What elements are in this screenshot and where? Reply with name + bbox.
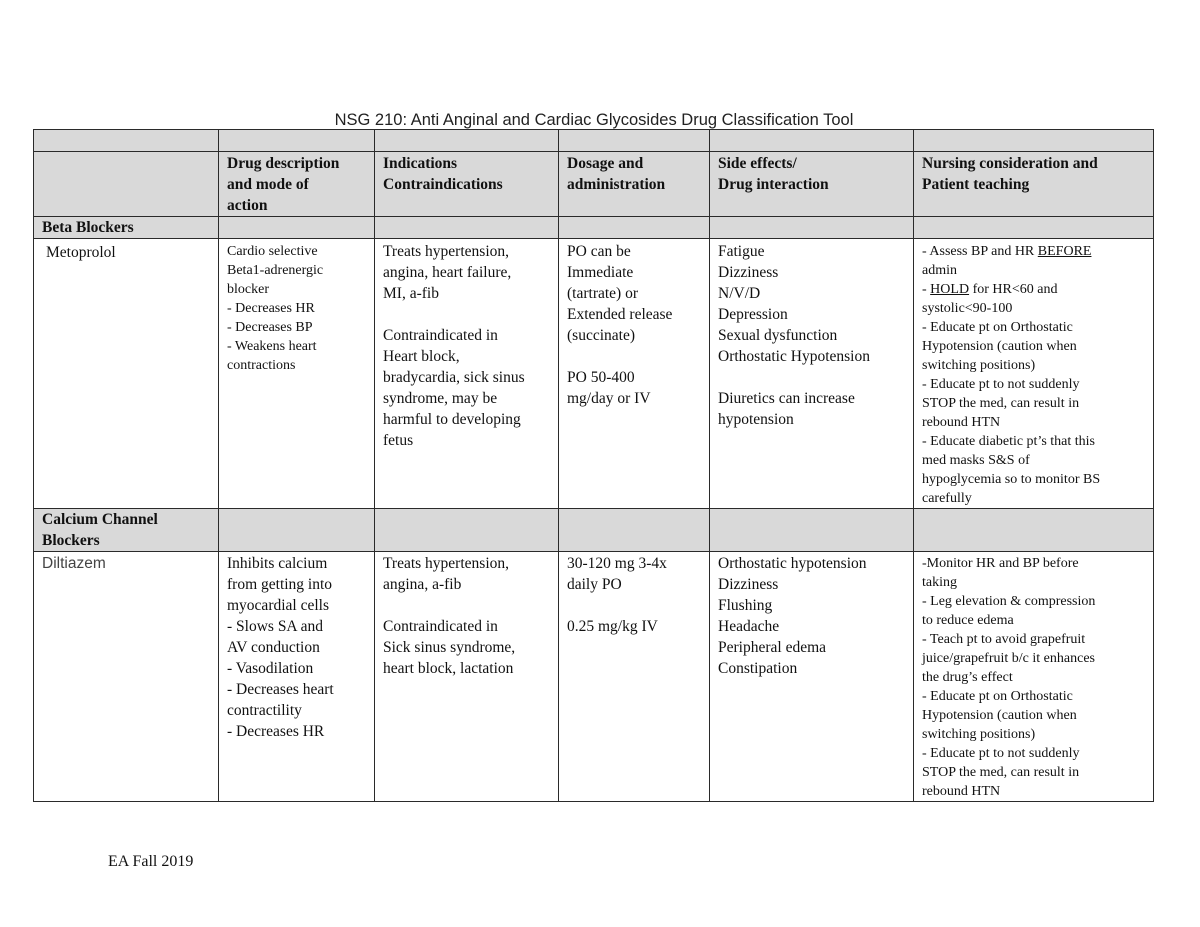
header-indications: Indications Contraindications [375,152,559,217]
blank-cell [375,130,559,152]
drug-dosage: 30-120 mg 3-4x daily PO 0.25 mg/kg IV [559,552,710,802]
header-side-effects: Side effects/ Drug interaction [710,152,914,217]
drug-row-diltiazem [34,552,1154,802]
drug-indications: Treats hypertension, angina, a-fib Contraindicated in Sick sinus syndrome, heart block, lactation [375,552,559,802]
blank-cell [375,509,559,552]
blank-cell [710,217,914,239]
blank-cell [34,130,219,152]
blank-cell [559,130,710,152]
drug-dosage: PO can be Immediate (tartrate) or Extended release (succinate) PO 50-400 mg/day or IV [559,239,710,509]
drug-row-metoprolol [34,239,1154,509]
blank-cell [914,130,1154,152]
blank-cell [914,509,1154,552]
drug-nursing: - Assess BP and HR BEFORE admin - HOLD for HR<60 and systolic<90-100 - Educate pt on Orthostatic Hypotension (caution when switching positions) - Educate pt to not suddenly STOP the med, can result in rebound HTN - Educate diabetic pt’s that this med masks S&S of hypoglycemia so to monitor BS carefully [914,239,1154,509]
header-drug-name [34,152,219,217]
document-title: NSG 210: Anti Anginal and Cardiac Glycosides Drug Classification Tool [334,111,854,129]
category-row-beta-blockers [34,217,1154,239]
drug-side-effects: Orthostatic hypotension Dizziness Flushing Headache Peripheral edema Constipation [710,552,914,802]
blank-cell [559,217,710,239]
blank-cell [375,217,559,239]
blank-cell [559,509,710,552]
drug-description: Cardio selective Beta1-adrenergic blocker - Decreases HR - Decreases BP - Weakens heart contractions [219,239,375,509]
drug-name: Metoprolol [34,239,219,509]
category-label: Beta Blockers [34,217,219,239]
blank-header-row [34,130,1154,152]
blank-cell [710,509,914,552]
drug-nursing: -Monitor HR and BP before taking - Leg elevation & compression to reduce edema - Teach pt to avoid grapefruit juice/grapefruit b/c it enhances the drug’s effect - Educate pt on Orthostatic Hypotension (caution when switching positions) - Educate pt to not suddenly STOP the med, can result in rebound HTN [914,552,1154,802]
drug-indications: Treats hypertension, angina, heart failure, MI, a-fib Contraindicated in Heart block, bradycardia, sick sinus syndrome, may be harmful to developing fetus [375,239,559,509]
category-label: Calcium Channel Blockers [34,509,219,552]
blank-cell [219,217,375,239]
blank-cell [219,130,375,152]
document-footer: EA Fall 2019 [108,853,194,870]
drug-description: Inhibits calcium from getting into myocardial cells - Slows SA and AV conduction - Vasodilation - Decreases heart contractility - Decreases HR [219,552,375,802]
header-description: Drug description and mode of action [219,152,375,217]
header-nursing: Nursing consideration and Patient teaching [914,152,1154,217]
category-row-calcium-channel-blockers [34,509,1154,552]
blank-cell [219,509,375,552]
drug-name: Diltiazem [34,552,219,802]
drug-classification-table [33,129,1154,802]
blank-cell [914,217,1154,239]
drug-side-effects: Fatigue Dizziness N/V/D Depression Sexual dysfunction Orthostatic Hypotension Diuretics can increase hypotension [710,239,914,509]
header-dosage: Dosage and administration [559,152,710,217]
column-header-row [34,152,1154,217]
blank-cell [710,130,914,152]
